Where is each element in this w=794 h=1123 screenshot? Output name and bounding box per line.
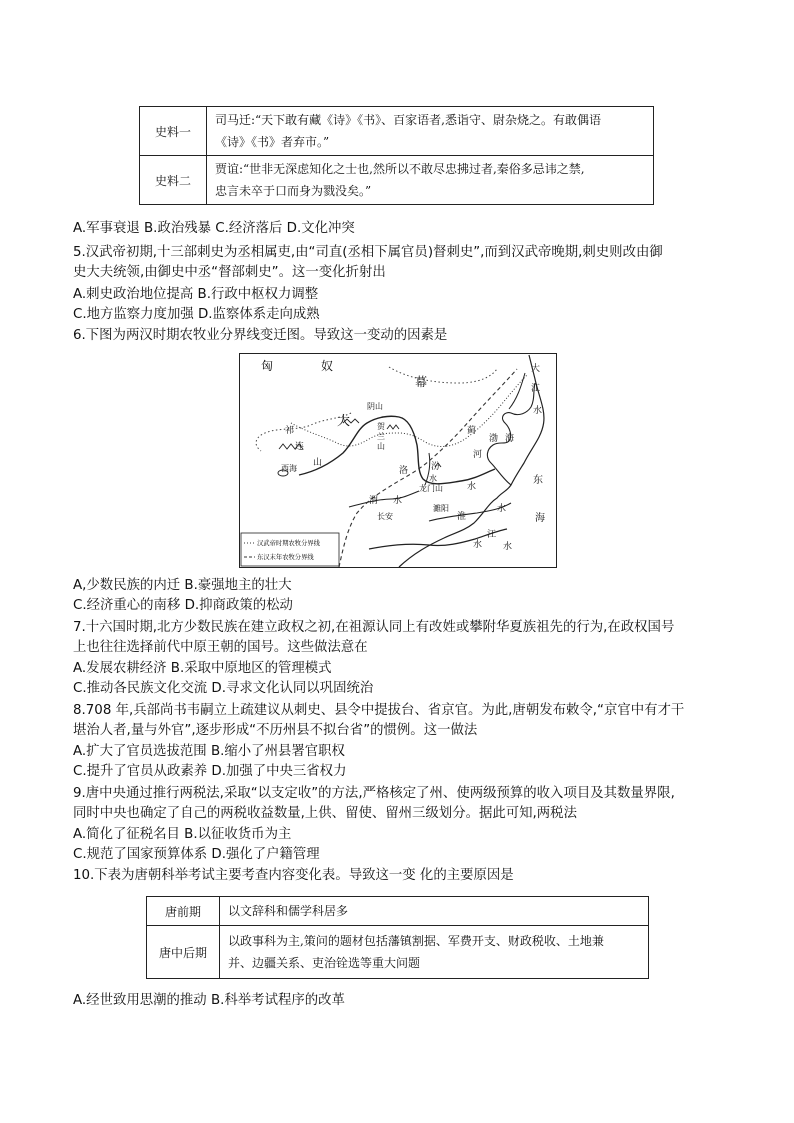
map-label-wei-shui: 水 [393,496,403,506]
q7-stem-line2: 上也往往选择前代中原王朝的国号。这些做法意在 [73,640,368,655]
map-label-wei: 渭 [369,496,379,506]
exam-content-table [146,896,649,979]
table-row [147,897,649,926]
map-label-qilian: 连 [295,442,305,452]
q8-stem-line2: 堪治人者,量与外官”,逐步形成“不历州县不拟台省”的惯例。这一做法 [73,723,478,738]
q8-options-line2: C.提升了官员从政素养 D.加强了中央三省权力 [73,764,347,779]
map-label-mu: 幕 [415,375,428,389]
q6-options-line1: A,少数民族的内迁 B.豪强地主的壮大 [73,578,292,593]
q9-stem-line2: 同时中央也确定了自己的两税收益数量,上供、留使、留州三级划分。据此可知,两税法 [73,806,577,821]
map-label-hai: 海 [505,434,515,444]
q10-options-line1: A.经世致用思潮的推动 B.科举考试程序的改革 [73,993,345,1008]
map-label-helan: 山 [377,442,385,451]
q6-options-line2: C.经济重心的南移 D.抑商政策的松动 [73,598,293,613]
map-label-dajiangshui: 水 [533,406,543,416]
map-label-he: 河 [473,450,483,460]
map-legend-box [241,533,339,566]
table-cell-text [207,156,654,205]
q5-stem-line2: 史大夫统领,由御史中丞“督部刺史”。这一变化折射出 [73,265,386,280]
map-label-huai: 淮 [457,512,467,522]
text-line: 以文辞科和儒学科居多 [228,904,349,918]
map-label-dajiangshui: 江 [531,384,541,394]
map-label-changan: 长安 [377,512,393,521]
q5-stem-line1: 5.汉武帝初期,十三部刺史为丞相属吏,由“司直(丞相下属官员)督刺史”,而到汉武帝晚期,刺史则改由御 [73,245,663,260]
table-cell-text [220,926,649,979]
map-label-helan: 贺 [377,422,385,431]
q8-options-line1: A.扩大了官员选拔范围 B.缩小了州县署官职权 [73,744,345,759]
map-label-bo: 渤 [489,434,499,444]
q9-stem-line1: 9.唐中央通过推行两税法,采取“以支定收”的方法,严格核定了州、使两级预算的收入项目及其数量界限, [73,786,675,801]
map-label-shui: 水 [503,542,513,552]
legend-label-eastern-han: 东汉末年农牧分界线 [257,554,314,561]
q7-options-line2: C.推动各民族文化交流 D.寻求文化认同以巩固统治 [73,681,374,696]
q7-stem-line1: 7.十六国时期,北方少数民族在建立政权之初,在祖源认同上有改姓或攀附华夏族祖先的行为,在政权国号 [73,620,675,635]
q7-options-line1: A.发展农耕经济 B.采取中原地区的管理模式 [73,661,332,676]
table-cell-text [207,107,654,156]
map-label-jiang: 江 [487,530,497,540]
text-line: 以政事科为主,策问的题材包括藩镇割据、军费开支、财政税收、土地兼 [228,934,604,948]
q8-stem-line1: 8.708 年,兵部尚书韦嗣立上疏建议从刺史、县令中提拔台、省京官。为此,唐朝发布敕令,“京官中有才干 [73,703,685,718]
map-label-hai2: 海 [535,513,545,524]
q5-options-line2: C.地方监察力度加强 D.监察体系走向成熟 [73,307,320,322]
map-label-qilian: 祁 [285,426,295,436]
table-cell-label: 唐前期 [147,897,220,926]
map-label-ji: 蓟 [467,426,477,436]
map-label-qilian: 山 [313,458,323,468]
table-cell-label: 唐中后期 [147,926,220,979]
q4-options: A.军事衰退 B.政治残暴 C.经济落后 D.文化冲突 [73,221,355,236]
map-label-shui: 水 [429,474,437,483]
table-cell-label: 史料一 [140,107,207,156]
text-line: 贾谊:“世非无深虑知化之士也,然所以不敢尽忠拂过者,秦俗多忌讳之禁, [215,162,585,176]
q9-options-line1: A.简化了征税名目 B.以征收货币为主 [73,827,292,842]
table-row [147,926,649,979]
map-label-nu: 奴 [321,359,334,373]
q5-options-line1: A.刺史政治地位提高 B.行政中枢权力调整 [73,287,319,302]
map-label-shui: 水 [497,504,507,514]
q9-options-line2: C.规范了国家预算体系 D.强化了户籍管理 [73,847,320,862]
legend-label-wudi: 汉武帝时期农牧分界线 [257,540,320,547]
map-label-dong: 东 [533,475,543,486]
map-label-huaiyang: 濉阳 [433,504,449,513]
map-label-shui: 水 [467,482,477,492]
table-cell-text [220,897,649,926]
q6-stem: 6.下图为两汉时期农牧业分界线变迁图。导致这一变动的因素是 [73,328,448,343]
q10-stem: 10.下表为唐朝科举考试主要考查内容变化表。导致这一变 化的主要原因是 [73,868,514,883]
source-table-1 [139,106,654,205]
text-line: 《诗》《书》者弃市。” [215,135,330,149]
text-line: 并、边疆关系、吏治铨选等重大问题 [228,956,421,970]
map-label-helan: 兰 [377,432,385,441]
table-row [140,107,654,156]
map-label-da: 大 [337,414,351,429]
map-label-yinshan: 阴山 [367,402,383,411]
map-label-xiongnu: 匈 [261,359,274,373]
agro-pastoral-boundary-map [239,353,557,568]
map-label-luo: 洛 [399,466,409,476]
map-label-shui: 水 [473,540,483,550]
map-label-dajiangshui: 大 [531,364,541,374]
map-label-longmen: 龙门山 [419,484,443,493]
table-cell-label: 史料二 [140,156,207,205]
text-line: 司马迁:“天下敢有藏《诗》《书》、百家语者,悉诣守、尉杂烧之。有敢偶语 [215,113,601,127]
map-label-fen: 汾 [431,462,441,472]
text-line: 忠言未卒于口而身为戮没矣。” [215,184,372,198]
map-label-xihai: 西海 [281,464,297,473]
table-row [140,156,654,205]
